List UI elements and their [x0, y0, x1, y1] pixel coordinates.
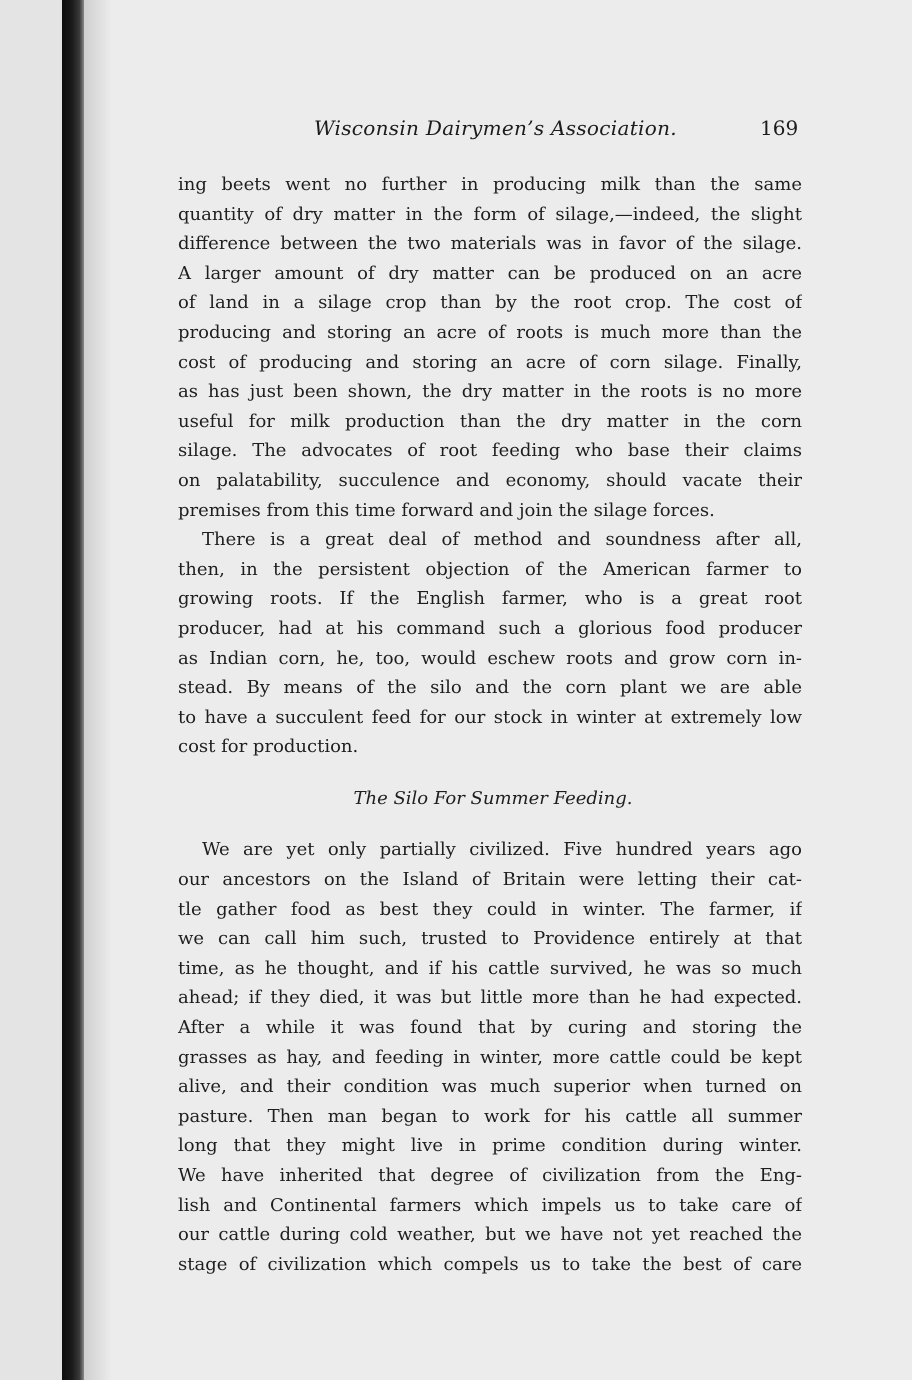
gutter-shadow: [84, 0, 112, 1380]
text-line: After a while it was found that by curing and storing the: [178, 1017, 802, 1039]
text-line: time, as he thought, and if his cattle survived, he was so much: [178, 957, 802, 979]
text-line: We have inherited that degree of civilization from the Eng-: [178, 1165, 802, 1186]
book-binding-edge: [62, 0, 84, 1380]
book-page: [112, 0, 912, 1380]
text-line: we can call him such, trusted to Providence entirely at that: [178, 928, 802, 950]
text-line: quantity of dry matter in the form of silage,—indeed, the slight: [178, 203, 802, 225]
text-line: long that they might live in prime condition during winter.: [178, 1135, 802, 1157]
page-number: 169: [760, 116, 799, 140]
text-line: to have a succulent feed for our stock in winter at extremely low: [178, 706, 802, 728]
body-text: [178, 170, 802, 1279]
running-header: [112, 116, 912, 152]
text-line: producer, had at his command such a glorious food producer: [178, 617, 802, 639]
text-line: premises from this time forward and join the silage forces.: [178, 499, 715, 521]
text-line: There is a great deal of method and soundness after all,: [202, 529, 802, 551]
paragraph: [178, 525, 802, 762]
text-line: pasture. Then man began to work for his cattle all summer: [178, 1105, 802, 1127]
text-line: grasses as hay, and feeding in winter, more cattle could be kept: [178, 1046, 802, 1068]
text-line: ing beets went no further in producing milk than the same: [178, 174, 802, 195]
text-line: our cattle during cold weather, but we have not yet reached the: [178, 1224, 802, 1246]
text-line: ahead; if they died, it was but little more than he had expected.: [178, 987, 802, 1009]
text-line: stage of civilization which compels us to take the best of care: [178, 1253, 802, 1275]
text-line: We are yet only partially civilized. Five hundred years ago: [202, 839, 802, 861]
text-line: of land in a silage crop than by the root crop. The cost of: [178, 292, 802, 314]
left-margin: [0, 0, 62, 1380]
text-line: useful for milk production than the dry matter in the corn: [178, 410, 802, 432]
paragraph-continuation: [178, 170, 802, 525]
text-line: our ancestors on the Island of Britain were letting their cat-: [178, 869, 802, 891]
text-line: growing roots. If the English farmer, who is a great root: [178, 588, 802, 610]
text-line: silage. The advocates of root feeding who base their claims: [178, 440, 802, 462]
section-heading: The Silo For Summer Feeding.: [353, 787, 633, 809]
text-line: tle gather food as best they could in winter. The farmer, if: [178, 898, 802, 920]
running-title: Wisconsin Dairymen’s Association.: [314, 116, 677, 140]
text-line: as has just been shown, the dry matter in the roots is no more: [178, 381, 802, 403]
text-line: alive, and their condition was much superior when turned on: [178, 1076, 802, 1098]
text-line: A larger amount of dry matter can be produced on an acre: [178, 262, 802, 284]
text-line: stead. By means of the silo and the corn plant we are able: [178, 677, 802, 699]
text-line: difference between the two materials was in favor of the silage.: [178, 233, 802, 255]
text-line: producing and storing an acre of roots is much more than the: [178, 321, 802, 343]
paragraph: [178, 835, 802, 1279]
text-line: cost of producing and storing an acre of corn silage. Finally,: [178, 351, 802, 373]
text-line: lish and Continental farmers which impels us to take care of: [178, 1194, 802, 1216]
text-line: as Indian corn, he, too, would eschew roots and grow corn in-: [178, 647, 802, 669]
text-line: on palatability, succulence and economy, should vacate their: [178, 469, 802, 491]
text-line: then, in the persistent objection of the American farmer to: [178, 558, 802, 580]
text-line: cost for production.: [178, 736, 359, 758]
